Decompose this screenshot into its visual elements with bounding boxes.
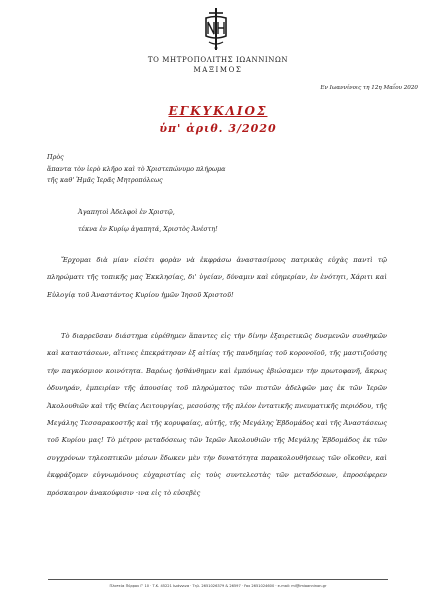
recipient-line-2: τῆς καθ' Ἡμᾶς Ἱερᾶς Μητροπόλεως [47, 176, 163, 184]
paragraph-1: Ἔρχομαι διὰ μίαν εἰσέτι φορὰν νὰ ἐκφράσω ἀναστασίμους πατρικὰς εὐχὰς παντὶ τῷ πληρώματι τῆς τοπικῆς μας Ἐκκλησίας, δι' ὑγείαν, δύναμιν καὶ εὐημερίαν, ἐν ἑνότητι, Χάριτι καὶ Εὐλογίᾳ τοῦ Ἀναστάντος Κυρίου ἡμῶν Ἰησοῦ Χριστοῦ! [47, 256, 387, 299]
greeting-line-1: Ἀγαπητοὶ Ἀδελφοὶ ἐν Χριστῷ, [78, 208, 175, 216]
paragraph-2: Τὸ διαρρεῦσαν διάστημα εὑρέθημεν ἅπαντες εἰς τὴν δίνην ἐξαιρετικῶς δυσμενῶν συνθηκῶν καὶ καταστάσεων, αἵτινες ἐπεκράτησαν ἐξ αἰτίας τῆς πανδημίας τοῦ κορονοϊοῦ, τῆς μαστιζούσης τὴν παγκόσμιον κοινότητα. Βαρέως ἠσθάνθημεν καὶ ἐμπόνως ἐβιώσαμεν τὴν πρωτοφανῆ, ἄκρως ὀδυνηράν, ἐμπειρίαν τῆς ἀπουσίας τοῦ πληρώματος τῶν πιστῶν ἀδελφῶν μας ἐκ τῶν Ἱερῶν Ἀκολουθιῶν καὶ τῆς Θείας Λειτουργίας, μεσούσης τῆς πλέον ἐντατικῆς πνευματικῆς περιόδου, τῆς Μεγάλης Τεσσαρακοστῆς καὶ τῆς κορυφαίας, αὐτῆς, τῆς Μεγάλης Ἑβδομάδος καὶ τῆς Ἀναστάσεως τοῦ Κυρίου μας! Τὸ μέτρον μεταδόσεως τῶν Ἱερῶν Ἀκολουθιῶν τῆς Μεγάλης Ἑβδομάδος ἐκ τῶν συγχρόνων τηλεοπτικῶν μέσων ἔδωκεν μὲν τὴν δυνατότητα παρακολουθήσεως τῶν οἴκοθεν, καὶ ἐκφράζομεν εὐγνωμόνους εὐχαριστίας εἰς τοὺς συντελεστὰς τῶν μεταδόσεων, ἐπροσέφερεν πρόσκαιρον ἀνακούφισιν ·ινα εἰς τὸ εὐσεβὲς [47, 332, 387, 497]
place-and-date: Εν Ιωαννίνοις τη 12η Μαΐου 2020 [320, 85, 418, 91]
footer-contact: Πλατεία Πύρρου Γ' 10 · Τ.Κ. 45221 Ιωάννινα · Τηλ. 2651026379 & 26597 · Fax 2651024600 · e-mail: mi@imioanninon.gr [109, 584, 327, 588]
issuer-title: ΤΟ ΜΗΤΡΟΠΟΛΙΤΗΣ ΙΩΑΝΝΙΝΩΝ [147, 56, 289, 64]
document-title: ΕΓΚΥΚΛΙΟΣ [168, 104, 268, 118]
footer-divider [48, 579, 388, 580]
metropolis-seal-logo [202, 6, 230, 52]
document-number: ὑπ' ἀριθ. 3/2020 [159, 122, 277, 135]
issuer-name: ΜΑΞΙΜΟΣ [193, 66, 243, 74]
recipient-line-1: ἅπαντα τὸν ἱερὸ κλῆρο καὶ τὸ Χριστεπώνυμο πλήρωμα [47, 165, 226, 173]
greeting-line-2: τέκνα ἐν Κυρίῳ ἀγαπητά, Χριστὸς Ἀνέστη! [78, 225, 218, 233]
recipient-pros: Πρὸς [47, 153, 64, 161]
